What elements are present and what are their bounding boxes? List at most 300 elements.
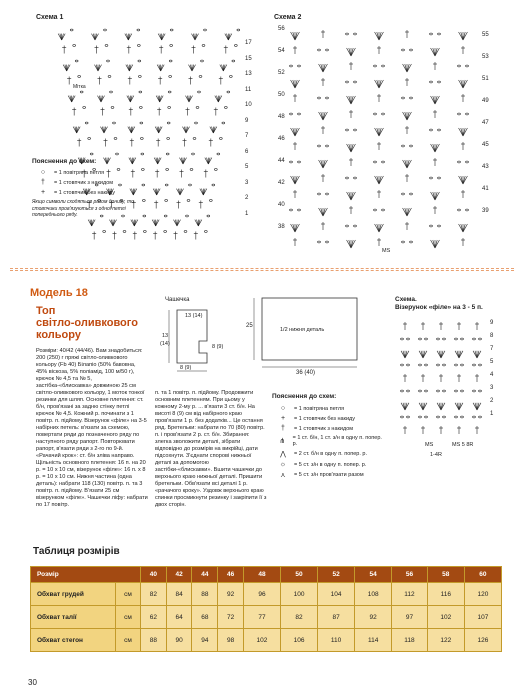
stitch-mark (103, 231, 106, 233)
stitch-mark (459, 128, 463, 136)
stitch-mark (402, 97, 405, 99)
stitch-mark (455, 416, 458, 418)
stitch-mark (347, 48, 351, 56)
stitch-mark (323, 160, 327, 168)
legend-symbol-icon: ○ (40, 169, 46, 176)
stitch-mark (80, 91, 83, 93)
stitch-mark (410, 49, 413, 51)
stitch-mark (192, 153, 195, 155)
schema-2-left-row-number: 44 (278, 158, 285, 164)
table-cell: 104 (318, 583, 355, 606)
stitch-mark (104, 29, 107, 31)
stitch-mark (458, 65, 461, 67)
legend-text: = 5 ст. з/н пров'язати разом (294, 472, 364, 478)
stitch-mark (430, 81, 433, 83)
schema-2-bottom-label: MS (382, 248, 391, 254)
stitch-mark (170, 45, 173, 47)
stitch-mark (347, 96, 351, 104)
stitch-mark (186, 215, 189, 217)
stitch-mark (323, 112, 327, 120)
schema-2-left-row-number: 56 (278, 26, 285, 32)
stitch-mark (318, 241, 321, 243)
stitch-mark (425, 364, 428, 366)
stitch-mark (379, 224, 383, 232)
table-cell: 112 (392, 583, 428, 606)
stitch-mark (346, 177, 349, 179)
table-size-header: 52 (318, 567, 355, 583)
schema-2-left-row-number: 40 (278, 202, 285, 208)
stitch-mark (140, 122, 143, 124)
stitch-mark (459, 224, 463, 232)
stitch-mark (401, 364, 404, 366)
stitch-mark (382, 113, 385, 115)
stitch-mark (455, 338, 458, 340)
schema-3-row-number: 5 (490, 359, 494, 365)
stitch-mark (375, 32, 379, 40)
stitch-mark (382, 161, 385, 163)
stitch-mark (438, 33, 441, 35)
table-cell: 116 (427, 583, 464, 606)
stitch-mark (443, 390, 446, 392)
stitch-mark (419, 364, 422, 366)
stitch-mark (217, 153, 220, 155)
body-dim-height: 25 (246, 323, 253, 329)
stitch-mark (139, 91, 142, 93)
stitch-mark (295, 224, 299, 232)
schema-3-title-line-2: Візерунок «філе» на 3 - 5 п. (395, 304, 483, 311)
stitch-mark (438, 129, 441, 131)
table-cell: 77 (243, 606, 280, 629)
schema-3-label-ms: MS (425, 442, 434, 448)
table-cell: 84 (166, 583, 192, 606)
stitch-mark (455, 390, 458, 392)
stitch-mark (407, 364, 410, 366)
stitch-mark (410, 193, 413, 195)
stitch-mark (402, 241, 405, 243)
stitch-mark (295, 176, 299, 184)
table-cell: 122 (427, 629, 464, 652)
stitch-mark (326, 97, 329, 99)
table-cell: 64 (166, 606, 192, 629)
legend-text: = 2 ст. б/н в одну п. попер. р. (294, 451, 368, 457)
stitch-mark (137, 29, 140, 31)
legend-item (272, 415, 382, 422)
schema-1-row-number: 5 (245, 164, 249, 170)
stitch-mark (193, 138, 196, 140)
stitch-mark (326, 193, 329, 195)
stitch-mark (437, 364, 440, 366)
stitch-mark (346, 81, 349, 83)
stitch-mark (298, 161, 301, 163)
stitch-mark (473, 416, 476, 418)
stitch-mark (78, 76, 81, 78)
stitch-mark (323, 208, 327, 216)
schema-1-row-number: 11 (245, 86, 252, 93)
stitch-mark (142, 184, 145, 186)
stitch-mark (430, 33, 433, 35)
legend-symbol-icon: † (281, 425, 285, 432)
stitch-mark (407, 112, 411, 120)
stitch-mark (141, 153, 144, 155)
stitch-mark (227, 91, 230, 93)
schema-3-row-number: 1 (490, 411, 494, 417)
legend-symbol-icon: ⋀ (280, 451, 286, 458)
stitch-mark (431, 192, 435, 200)
stitch-mark (466, 209, 469, 211)
cup-dim-top: 13 (14) (185, 313, 203, 319)
table-cell: 92 (218, 583, 244, 606)
schema-3-title-line-1: Схема. (395, 296, 417, 303)
stitch-mark (435, 144, 439, 152)
legend-text: = 1 повітряна петля (54, 169, 105, 176)
stitch-mark (138, 60, 141, 62)
stitch-mark (403, 208, 407, 216)
schema-2-right-row-number: 45 (482, 142, 489, 148)
stitch-mark (473, 338, 476, 340)
stitch-mark (169, 76, 172, 78)
schema-3-chart (395, 318, 490, 438)
legend-symbol-icon: + (40, 189, 46, 196)
stitch-mark (455, 364, 458, 366)
stitch-mark (209, 200, 212, 202)
schema-1-title: Схема 1 (36, 14, 64, 21)
stitch-mark (458, 209, 461, 211)
stitch-mark (166, 169, 169, 171)
stitch-mark (463, 128, 467, 136)
stitch-mark (88, 138, 91, 140)
table-cell: 110 (318, 629, 355, 652)
stitch-mark (165, 200, 168, 202)
schema-1-row-number: 10 (245, 102, 252, 108)
stitch-mark (326, 145, 329, 147)
stitch-mark (346, 225, 349, 227)
stitch-mark (382, 65, 385, 67)
stitch-mark (430, 177, 433, 179)
table-row (31, 606, 502, 629)
stitch-mark (463, 80, 467, 88)
schema-3-row-number: 7 (490, 346, 494, 352)
schema-1-chart (20, 22, 270, 254)
schema-2-right-row-number: 47 (482, 120, 489, 126)
table-cell: 98 (218, 629, 244, 652)
body-dim-width: 36 (40) (296, 370, 316, 376)
table-row-label: Обхват стегон (31, 629, 116, 652)
legend-item (32, 169, 142, 176)
stitch-mark (419, 416, 422, 418)
legend-text: = 5 ст. з/н в одну п. попер. р. (294, 461, 367, 468)
table-row (31, 629, 502, 652)
table-header-label: Розмір (31, 567, 141, 583)
stitch-mark (70, 29, 73, 31)
cup-dim-bottom-2: 8 (9) (212, 344, 224, 350)
legend-symbol-icon: † (41, 179, 45, 186)
stitch-mark (189, 184, 192, 186)
stitch-mark (402, 193, 405, 195)
stitch-mark (318, 193, 321, 195)
stitch-mark (410, 241, 413, 243)
stitch-mark (224, 107, 227, 109)
stitch-mark (401, 338, 404, 340)
stitch-mark (229, 76, 232, 78)
table-cell: 102 (243, 629, 280, 652)
stitch-mark (214, 169, 217, 171)
schema-2-left-row-number: 52 (278, 70, 285, 76)
schema-3-label-ms58: MS 5 8R (452, 442, 474, 448)
table-row-label: Обхват талії (31, 606, 116, 629)
stitch-mark (347, 192, 351, 200)
legend-symbol-icon: + (280, 415, 286, 422)
size-table (30, 566, 502, 652)
stitch-mark (110, 91, 113, 93)
stitch-mark (407, 208, 411, 216)
stitch-mark (461, 364, 464, 366)
cup-dim-left-2: (14) (160, 341, 170, 347)
legend-item (272, 450, 382, 458)
schema-1-row-number: 2 (245, 195, 249, 201)
stitch-mark (443, 364, 446, 366)
stitch-mark (207, 215, 210, 217)
stitch-mark (204, 29, 207, 31)
model-label: Модель 18 (30, 287, 88, 299)
stitch-mark (425, 390, 428, 392)
stitch-mark (83, 107, 86, 109)
stitch-mark (407, 390, 410, 392)
stitch-mark (232, 60, 235, 62)
stitch-mark (73, 45, 76, 47)
model-description-col-2: п. та 1 повітр. п. підйому. Продовжити основним плетенням. При цьому у кожному 2-му р. ... в'язати 3 ст. б/н. На висоті 8 (9) см від набірного краю пров'язати 1 р. без додатків... Це остання ряд. Бретельки: набрати по 70 (80) повітр. п. і пров'язати 2 р. ст. б/н. Збирання: злегка зволожити деталі, зібрати відповідно до розмірів на викрійці, дати підсохнути. З'єднати спорові нижньої деталі за допомогою застібки-«блискавки». Вшити чашечки до верхнього краю нижньої деталі. Пришити бретельки. Обв'язати всі деталі 1 р. «рачачого кроку». Уздовж верхнього краю спинки просмикнути резинку і закріпити її з двох сторін. (155, 390, 267, 508)
schema-1-small-label: Мітка (73, 84, 86, 90)
legend-symbol-icon: ⋏ (280, 472, 286, 479)
stitch-mark (114, 138, 117, 140)
table-cell: 106 (281, 629, 318, 652)
stitch-mark (435, 192, 439, 200)
stitch-mark (326, 49, 329, 51)
schema-2-left-row-number: 50 (278, 92, 285, 98)
stitch-mark (107, 60, 110, 62)
legend-symbol-icon: ○ (280, 405, 286, 412)
stitch-mark (319, 112, 323, 120)
table-row (31, 583, 502, 606)
schema-2-left-row-number: 38 (278, 224, 285, 230)
stitch-mark (319, 160, 323, 168)
table-cell: 82 (141, 583, 167, 606)
stitch-mark (479, 390, 482, 392)
stitch-mark (438, 177, 441, 179)
schema-1-row-number: 13 (245, 71, 252, 77)
stitch-mark (346, 129, 349, 131)
legend-1-title: Пояснення до схем: (32, 158, 97, 165)
stitch-mark (184, 231, 187, 233)
stitch-mark (347, 240, 351, 248)
stitch-mark (403, 112, 407, 120)
stitch-mark (463, 32, 467, 40)
body-pattern-label: 1/2 нижня деталь (280, 327, 325, 333)
stitch-mark (461, 390, 464, 392)
stitch-mark (379, 32, 383, 40)
table-cell: 72 (218, 606, 244, 629)
cup-dim-bottom-1: 8 (9) (180, 365, 192, 371)
stitch-mark (401, 416, 404, 418)
table-size-header: 54 (355, 567, 392, 583)
stitch-mark (401, 390, 404, 392)
stitch-mark (379, 128, 383, 136)
schema-1-row-number: 3 (245, 179, 249, 186)
stitch-mark (75, 60, 78, 62)
stitch-mark (479, 338, 482, 340)
stitch-mark (430, 225, 433, 227)
schema-3-row-number: 2 (490, 398, 494, 404)
legend-item (272, 435, 382, 447)
stitch-mark (402, 145, 405, 147)
stitch-mark (140, 138, 143, 140)
stitch-mark (170, 29, 173, 31)
stitch-mark (443, 416, 446, 418)
table-cell: 82 (281, 606, 318, 629)
stitch-mark (108, 76, 111, 78)
stitch-mark (354, 81, 357, 83)
table-size-header: 50 (281, 567, 318, 583)
table-cell: 120 (464, 583, 501, 606)
stitch-mark (374, 113, 377, 115)
legend-symbol-icon: ☼ (279, 461, 287, 468)
stitch-mark (196, 107, 199, 109)
stitch-mark (466, 113, 469, 115)
stitch-mark (204, 231, 207, 233)
table-row-unit: см (116, 583, 141, 606)
schema-2-right-row-number: 39 (482, 208, 489, 214)
table-cell: 90 (166, 629, 192, 652)
stitch-mark (165, 184, 168, 186)
stitch-mark (461, 338, 464, 340)
stitch-mark (375, 80, 379, 88)
legend-item (32, 189, 142, 196)
stitch-mark (351, 240, 355, 248)
stitch-mark (164, 231, 167, 233)
stitch-mark (431, 144, 435, 152)
schema-2-title: Схема 2 (274, 14, 302, 21)
schema-1-row-numbers (245, 40, 265, 230)
stitch-mark (425, 338, 428, 340)
stitch-mark (139, 107, 142, 109)
stitch-mark (318, 145, 321, 147)
stitch-mark (295, 128, 299, 136)
stitch-mark (459, 80, 463, 88)
stitch-mark (354, 129, 357, 131)
legend-1-note: Якщо символи сходяться разом донизу, то стовпчики пров'язуються з одної петлі попереднього ряду. (32, 199, 134, 218)
stitch-mark (438, 81, 441, 83)
stitch-mark (443, 338, 446, 340)
stitch-mark (143, 231, 146, 233)
stitch-mark (326, 241, 329, 243)
legend-item (272, 471, 382, 479)
stitch-mark (237, 29, 240, 31)
model-title-line-1: Топ (36, 305, 56, 317)
stitch-mark (431, 48, 435, 56)
stitch-mark (407, 160, 411, 168)
stitch-mark (167, 138, 170, 140)
stitch-mark (459, 176, 463, 184)
legend-text: = 1 стовпчик без накиду (54, 189, 115, 196)
table-header-row (31, 567, 502, 583)
stitch-mark (169, 60, 172, 62)
table-row-unit: см (116, 606, 141, 629)
stitch-mark (201, 60, 204, 62)
stitch-mark (473, 364, 476, 366)
stitch-mark (419, 390, 422, 392)
stitch-mark (351, 144, 355, 152)
stitch-mark (354, 177, 357, 179)
stitch-mark (431, 96, 435, 104)
stitch-mark (198, 91, 201, 93)
stitch-mark (375, 176, 379, 184)
stitch-mark (137, 45, 140, 47)
legend-symbol-icon: ⋔ (279, 438, 286, 445)
table-cell: 97 (392, 606, 428, 629)
stitch-mark (219, 138, 222, 140)
schema-2-right-numbers (482, 32, 496, 252)
stitch-mark (459, 32, 463, 40)
stitch-mark (407, 416, 410, 418)
legend-2-title: Пояснення до схем: (272, 393, 337, 400)
stitch-mark (438, 225, 441, 227)
table-size-header: 58 (427, 567, 464, 583)
stitch-mark (351, 192, 355, 200)
schema-2-right-row-number: 51 (482, 76, 489, 82)
stitch-mark (347, 144, 351, 152)
table-cell: 108 (355, 583, 392, 606)
stitch-mark (461, 416, 464, 418)
schema-2-left-row-number: 42 (278, 180, 285, 186)
stitch-mark (85, 122, 88, 124)
stitch-mark (379, 80, 383, 88)
stitch-mark (407, 64, 411, 72)
schema-2-right-row-number: 43 (482, 164, 489, 170)
schema-3-row-numbers (490, 320, 504, 430)
legend-text: = 1 ст. б/н, 1 ст. з/н в одну п. попер. р. (292, 435, 382, 447)
stitch-mark (318, 97, 321, 99)
table-cell: 102 (427, 606, 464, 629)
table-cell: 107 (464, 606, 501, 629)
stitch-mark (425, 416, 428, 418)
stitch-mark (166, 153, 169, 155)
stitch-mark (142, 200, 145, 202)
stitch-mark (479, 416, 482, 418)
stitch-mark (435, 48, 439, 56)
stitch-mark (190, 169, 193, 171)
table-cell: 88 (192, 583, 218, 606)
table-size-header: 46 (218, 567, 244, 583)
legend-item (272, 461, 382, 468)
stitch-mark (212, 184, 215, 186)
stitch-mark (431, 240, 435, 248)
stitch-mark (410, 97, 413, 99)
schema-2-left-numbers (278, 26, 292, 246)
stitch-mark (403, 64, 407, 72)
stitch-mark (319, 208, 323, 216)
legend-2 (272, 393, 382, 482)
schema-1-row-number: 17 (245, 40, 252, 46)
stitch-mark (111, 107, 114, 109)
stitch-mark (466, 161, 469, 163)
table-size-header: 48 (243, 567, 280, 583)
stitch-mark (319, 64, 323, 72)
table-row-label: Обхват грудей (31, 583, 116, 606)
stitch-mark (407, 338, 410, 340)
stitch-mark (318, 49, 321, 51)
stitch-mark (168, 91, 171, 93)
table-cell: 114 (355, 629, 392, 652)
table-cell: 126 (464, 629, 501, 652)
